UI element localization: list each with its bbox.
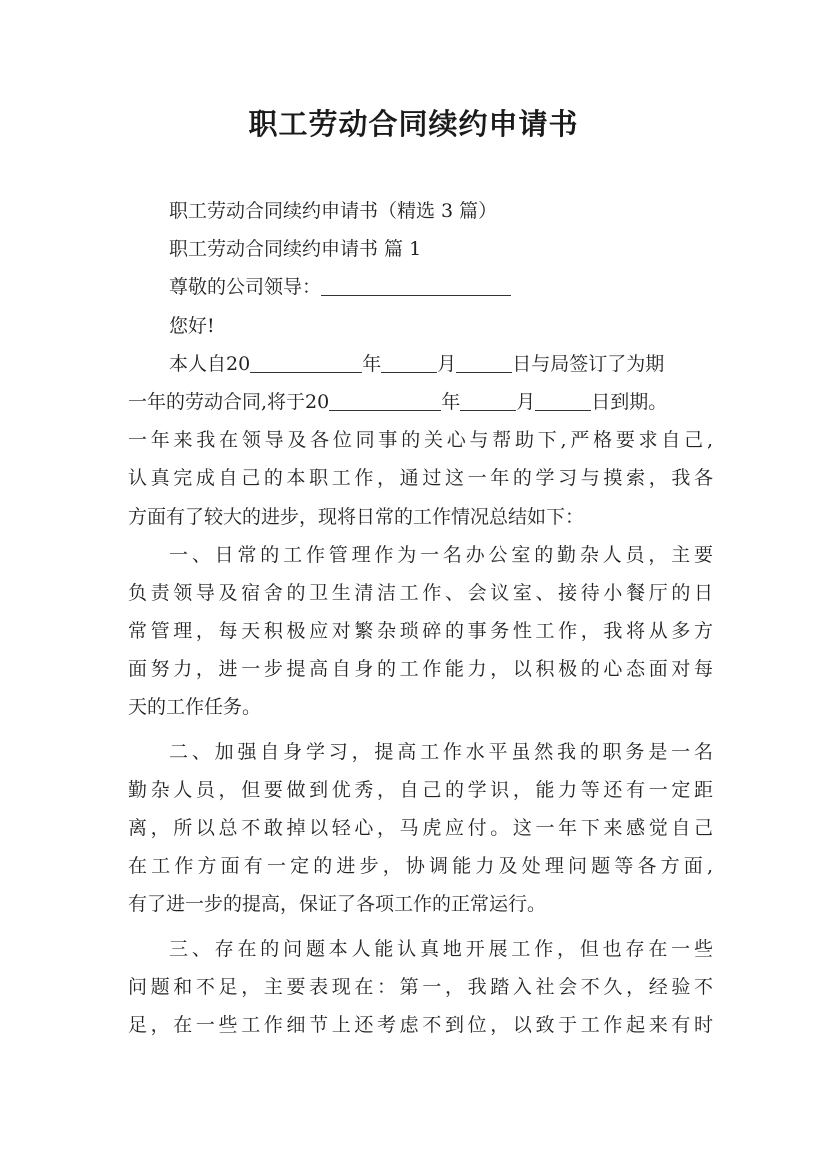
document-title: 职工劳动合同续约申请书 (248, 107, 579, 141)
paragraph-line: 勤杂人员，但要做到优秀，自己的学识，能力等还有一定距 (128, 778, 713, 801)
text-segment: 年 (441, 390, 461, 413)
paragraph-line: 在工作方面有一定的进步，协调能力及处理问题等各方面, (128, 855, 713, 878)
text-segment: 月 (437, 352, 457, 375)
text-segment: 日到期。 (591, 390, 668, 413)
blank-year (250, 352, 362, 373)
paragraph-line: 离，所以总不敢掉以轻心，马虎应付。这一年下来感觉自己 (128, 817, 713, 839)
paragraph-line: 一年来我在领导及各位同事的关心与帮助下,严格要求自己, (128, 429, 713, 452)
text-segment: 一年的劳动合同,将于20 (128, 390, 330, 413)
paragraph-line: 有了进一步的提高，保证了各项工作的正常运行。 (128, 893, 547, 916)
text-segment: 日与局签订了为期 (512, 352, 665, 375)
paragraph-line: 天的工作任务。 (128, 696, 262, 719)
blank-day (456, 352, 512, 373)
paragraph-line: 面努力，进一步提高自身的工作能力，以积极的心态面对每 (128, 658, 713, 681)
salutation-text: 尊敬的公司领导： (169, 276, 322, 299)
paragraph-line: 方面有了较大的进步，现将日常的工作情况总结如下： (128, 505, 585, 528)
subtitle-line: 职工劳动合同续约申请书（精选 3 篇） (169, 200, 498, 222)
salutation-line (128, 268, 713, 306)
paragraph-line: 认真完成自己的本职工作，通过这一年的学习与摸索，我各 (128, 467, 713, 490)
blank-day (535, 390, 591, 411)
paragraph-line: 问题和不足，主要表现在：第一，我踏入社会不久，经验不 (128, 975, 713, 998)
paragraph-line (128, 383, 713, 421)
paragraph-line: 常管理，每天积极应对繁杂琐碎的事务性工作，我将从多方 (128, 620, 713, 643)
blank-year (329, 390, 441, 411)
blank-month (460, 390, 516, 411)
greeting-line: 您好! (169, 314, 215, 337)
text-segment: 年 (362, 352, 382, 375)
paragraph-line: 负责领导及宿舍的卫生清洁工作、会议室、接待小餐厅的日 (128, 581, 713, 604)
blank-month (381, 352, 437, 373)
paragraph-line: 二、加强自身学习，提高工作水平虽然我的职务是一名 (169, 740, 713, 763)
paragraph-line: 一、日常的工作管理作为一名办公室的勤杂人员，主要 (169, 543, 713, 566)
text-segment: 月 (516, 390, 536, 413)
section-heading: 职工劳动合同续约申请书 篇 1 (169, 238, 422, 261)
document-body (128, 192, 713, 1044)
paragraph-line: 足，在一些工作细节上还考虑不到位，以致于工作起来有时 (128, 1013, 713, 1036)
text-segment: 本人自20 (169, 352, 251, 375)
paragraph-line (128, 345, 713, 383)
blank-company-name (321, 275, 511, 296)
paragraph-line: 三、存在的问题本人能认真地开展工作，但也存在一些 (169, 937, 713, 960)
